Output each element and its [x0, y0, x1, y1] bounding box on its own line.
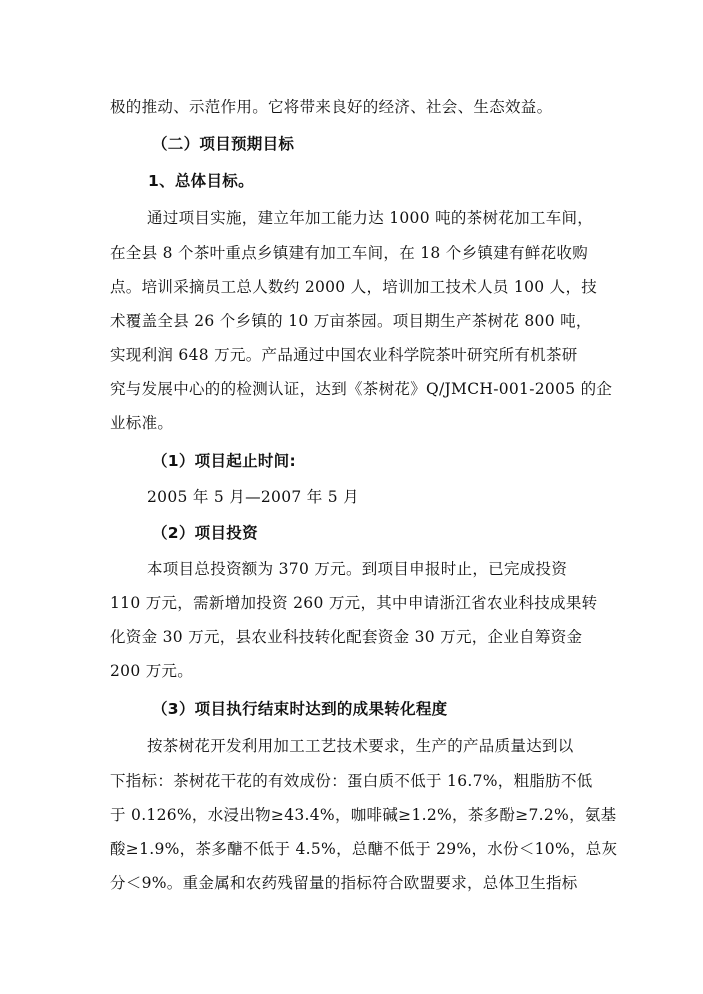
- paragraph-line-8: 实现利润 648 万元。产品通过中国农业科学院茶叶研究所有机茶研: [110, 346, 578, 364]
- paragraph-line-5: 在全县 8 个茶叶重点乡镇建有加工车间，在 18 个乡镇建有鲜花收购: [110, 244, 588, 262]
- paragraph-line-7: 术覆盖全县 26 个乡镇的 10 万亩茶园。项目期生产茶树花 800 吨，: [110, 312, 592, 330]
- paragraph-line-1: 极的推动、示范作用。它将带来良好的经济、社会、生态效益。: [110, 98, 553, 116]
- paragraph-line-9: 究与发展中心的的检测认证，达到《茶树花》Q/JMCH-001-2005 的企: [110, 380, 613, 398]
- paragraph-line-23: 分＜9%。重金属和农药残留量的指标符合欧盟要求，总体卫生指标: [110, 874, 578, 892]
- paragraph-line-20: 下指标：茶树花干花的有效成份：蛋白质不低于 16.7%，粗脂肪不低: [110, 772, 593, 790]
- paragraph-line-4: 通过项目实施，建立年加工能力达 1000 吨的茶树花加工车间，: [147, 209, 594, 227]
- paragraph-line-22: 酸≥1.9%，茶多醣不低于 4.5%，总醣不低于 29%，水份＜10%，总灰: [110, 840, 618, 858]
- item-heading-investment: （2）项目投资: [152, 524, 258, 542]
- paragraph-line-21: 于 0.126%，水浸出物≥43.4%，咖啡碱≥1.2%，茶多酚≥7.2%，氨基: [110, 806, 617, 824]
- paragraph-line-17: 200 万元。: [110, 662, 194, 680]
- subsection-heading-overall-goal: 1、总体目标。: [148, 172, 254, 190]
- paragraph-line-19: 按茶树花开发利用加工工艺技术要求，生产的产品质量达到以: [147, 737, 574, 755]
- paragraph-line-6: 点。培训采摘员工总人数约 2000 人，培训加工技术人员 100 人，技: [110, 278, 598, 296]
- item-heading-results: （3）项目执行结束时达到的成果转化程度: [152, 700, 448, 718]
- project-period: 2005 年 5 月—2007 年 5 月: [147, 488, 359, 506]
- paragraph-line-14: 本项目总投资额为 370 万元。到项目申报时止，已完成投资: [147, 560, 568, 578]
- section-heading-project-goals: （二）项目预期目标: [152, 135, 295, 153]
- paragraph-line-10: 业标准。: [110, 414, 174, 432]
- item-heading-time: （1）项目起止时间:: [152, 452, 296, 470]
- paragraph-line-15: 110 万元，需新增加投资 260 万元，其中申请浙江省农业科技成果转: [110, 594, 598, 612]
- paragraph-line-16: 化资金 30 万元，县农业科技转化配套资金 30 万元，企业自筹资金: [110, 628, 583, 646]
